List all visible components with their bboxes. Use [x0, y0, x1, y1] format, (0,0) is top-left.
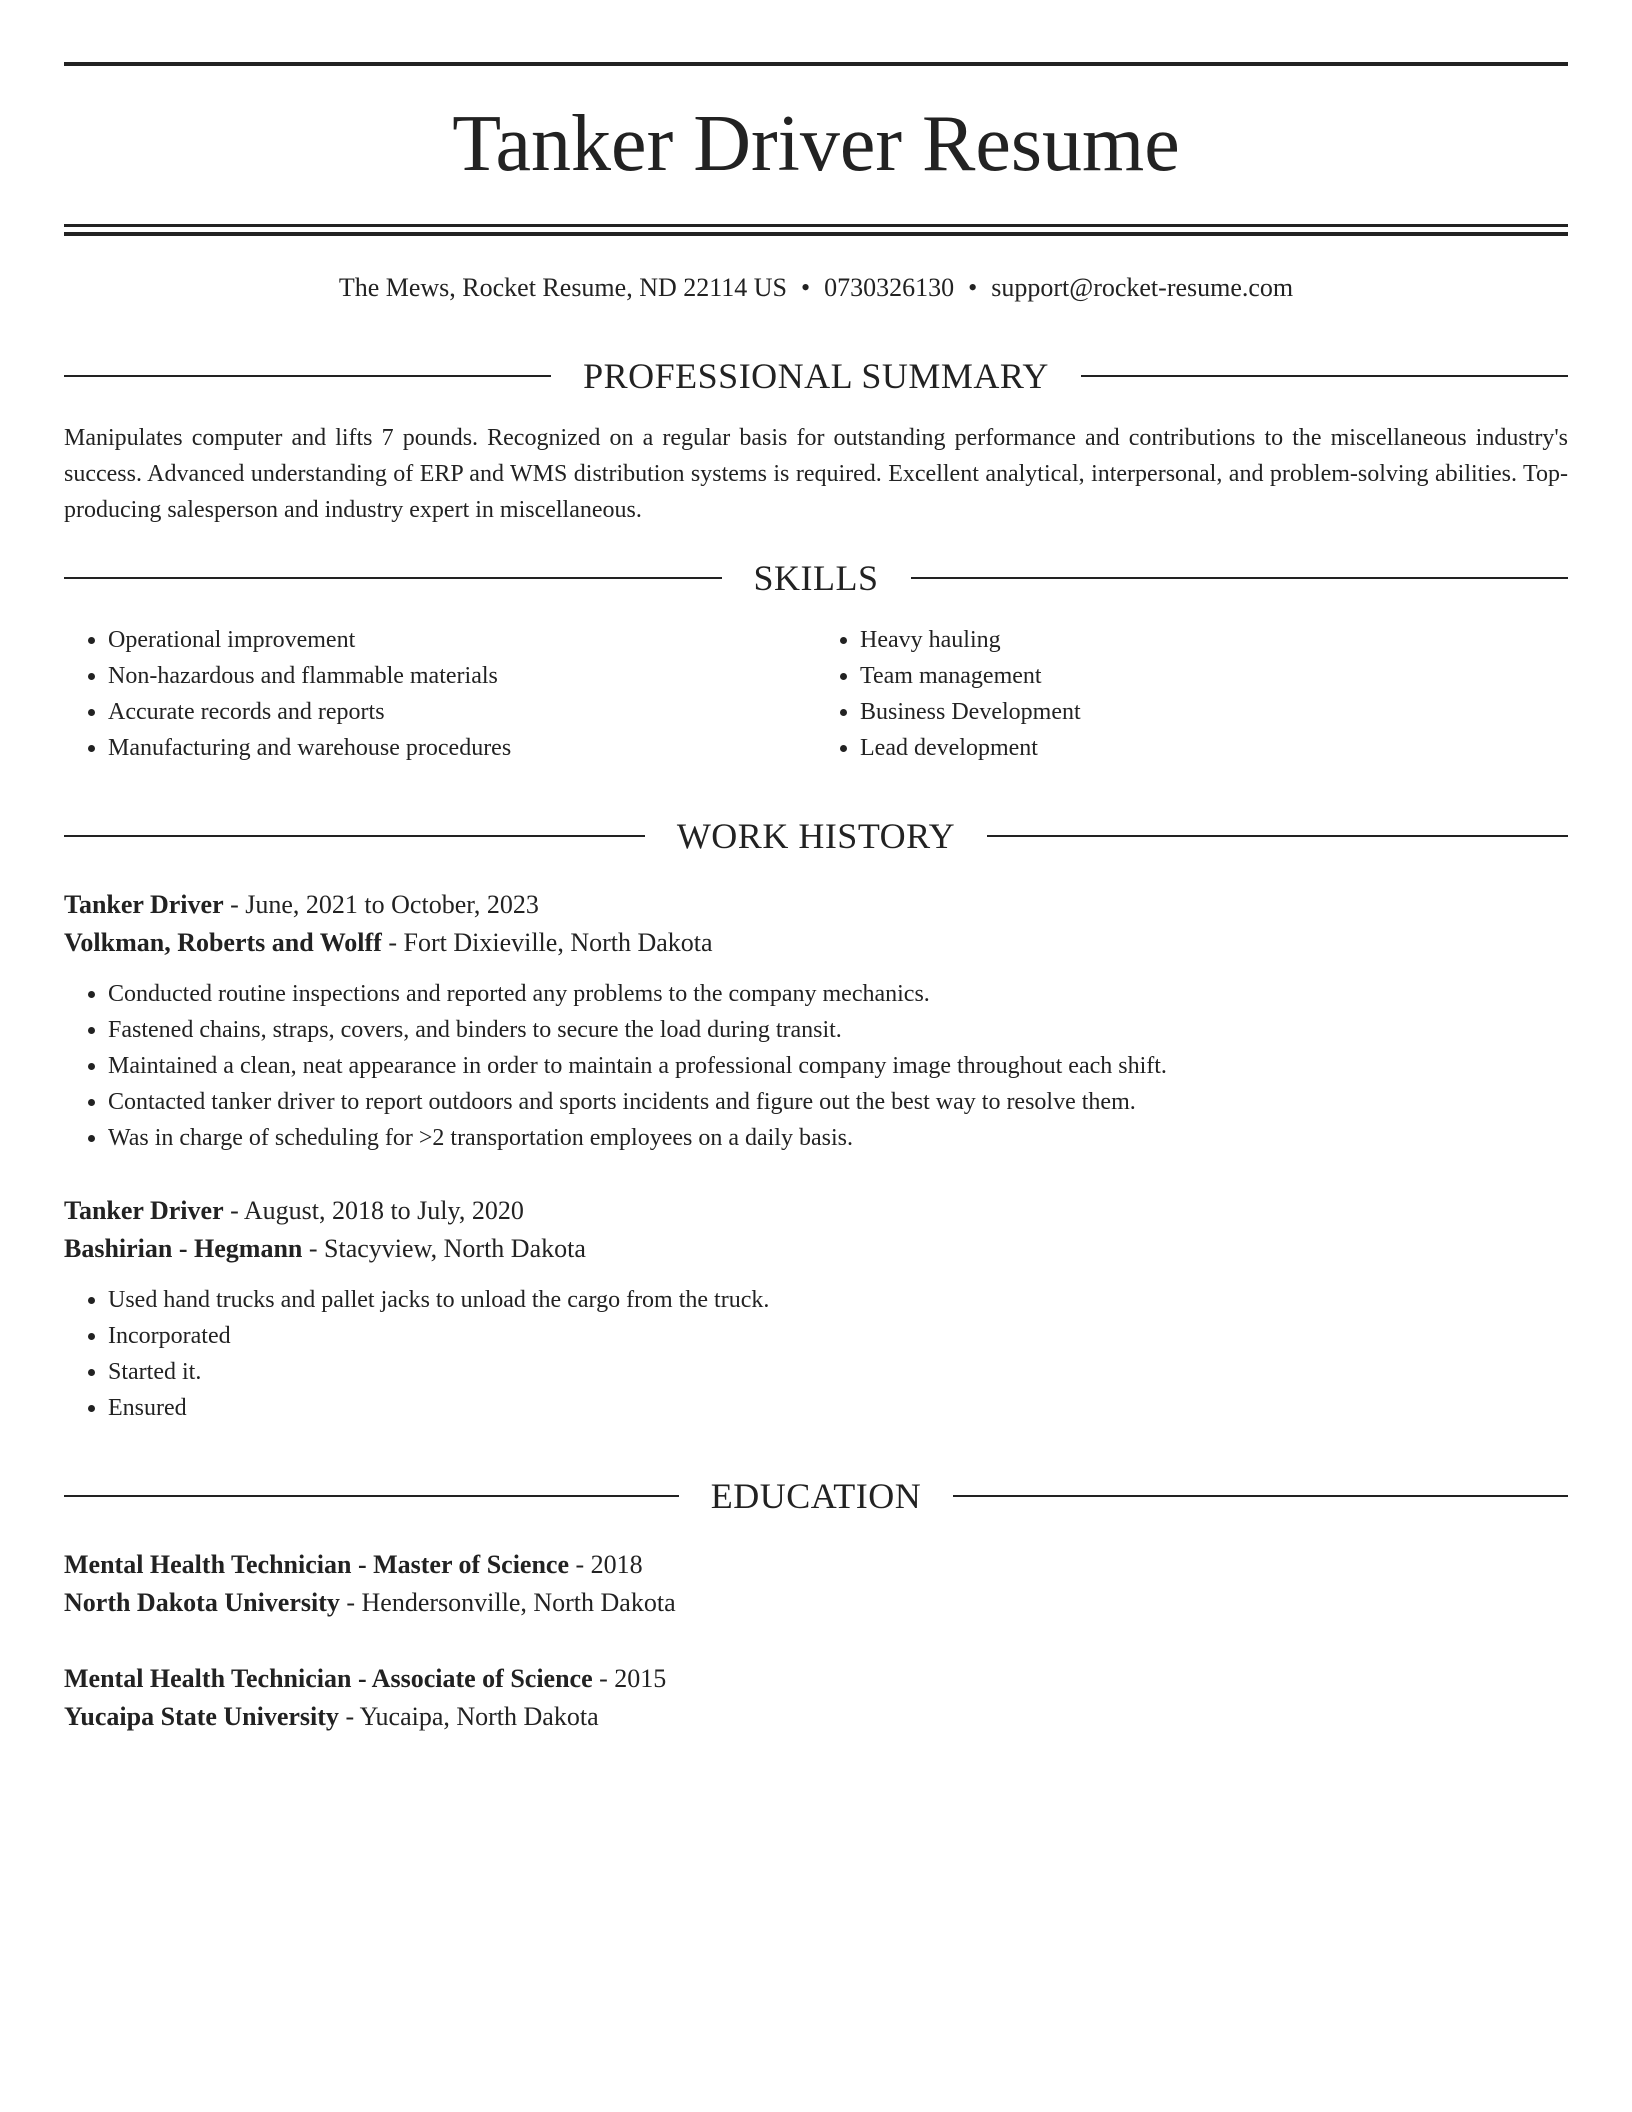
job-bullet: • Ensured: [108, 1390, 1568, 1426]
education-degree: Mental Health Technician - Associate of Science: [64, 1664, 593, 1693]
contact-phone: 0730326130: [824, 273, 955, 302]
section-title: SKILLS: [753, 558, 879, 598]
contact-separator: •: [968, 273, 978, 302]
job-title: Tanker Driver: [64, 890, 224, 919]
section-header-summary: [64, 354, 1568, 398]
education-entry: [64, 1546, 1568, 1622]
job-location: - Fort Dixieville, North Dakota: [381, 928, 713, 957]
resume-page: [64, 0, 1568, 1736]
job-bullet: • Started it.: [108, 1354, 1568, 1390]
divider-line: [953, 1495, 1568, 1497]
section-header-work-history: [64, 814, 1568, 858]
job-title-line: [64, 886, 1568, 924]
skill-item: • Team management: [860, 658, 1568, 694]
section-title: WORK HISTORY: [676, 816, 956, 856]
divider-line: [64, 577, 722, 579]
section-title: PROFESSIONAL SUMMARY: [583, 356, 1049, 396]
job-bullets: [64, 976, 1568, 1156]
education-school: Yucaipa State University: [64, 1702, 339, 1731]
job-bullet: • Conducted routine inspections and reported any problems to the company mechanics.: [108, 976, 1568, 1012]
skill-item: • Lead development: [860, 730, 1568, 766]
skill-item: • Non-hazardous and flammable materials: [108, 658, 816, 694]
education-location: - Hendersonville, North Dakota: [339, 1588, 676, 1617]
contact-separator: •: [801, 273, 811, 302]
education-school-line: [64, 1584, 1568, 1622]
education-location: - Yucaipa, North Dakota: [338, 1702, 599, 1731]
skills-list: [64, 622, 1568, 766]
divider-line: [64, 1495, 679, 1497]
education-school: North Dakota University: [64, 1588, 340, 1617]
job-company: Bashirian - Hegmann: [64, 1234, 303, 1263]
job-dates: - June, 2021 to October, 2023: [223, 890, 539, 919]
skill-item: • Business Development: [860, 694, 1568, 730]
job-company-line: [64, 1230, 1568, 1268]
job-entry: [64, 1192, 1568, 1426]
job-company: Volkman, Roberts and Wolff: [64, 928, 382, 957]
section-title: EDUCATION: [710, 1476, 922, 1516]
skill-item: • Accurate records and reports: [108, 694, 816, 730]
job-title-line: [64, 1192, 1568, 1230]
section-header-education: [64, 1474, 1568, 1518]
divider-line: [987, 835, 1568, 837]
job-bullet: • Fastened chains, straps, covers, and binders to secure the load during transit.: [108, 1012, 1568, 1048]
contact-email: support@rocket-resume.com: [991, 273, 1294, 302]
job-location: - Stacyview, North Dakota: [302, 1234, 586, 1263]
job-bullet: • Incorporated: [108, 1318, 1568, 1354]
skill-item: • Operational improvement: [108, 622, 816, 658]
education-school-line: [64, 1698, 1568, 1736]
title-double-rule: [64, 224, 1568, 236]
summary-text: Manipulates computer and lifts 7 pounds. Recognized on a regular basis for outstanding performance and contributions to the miscellaneous industry's success. Advanced understanding of ERP and WMS distribution systems is required. Excellent analytical, interpersonal, and problem-solving abilities. Top-producing salesperson and industry expert in miscellaneous.: [64, 425, 1568, 523]
education-year: - 2015: [592, 1664, 667, 1693]
job-entry: [64, 886, 1568, 1156]
skills-column-right: [816, 622, 1568, 766]
divider-line: [911, 577, 1569, 579]
education-year: - 2018: [569, 1550, 643, 1579]
education-entry: [64, 1660, 1568, 1736]
job-dates: - August, 2018 to July, 2020: [223, 1196, 524, 1225]
page-title: Tanker Driver Resume: [452, 100, 1180, 188]
top-rule: [64, 62, 1568, 66]
education-degree-line: [64, 1660, 1568, 1698]
job-title: Tanker Driver: [64, 1196, 224, 1225]
skills-column-left: [64, 622, 816, 766]
job-bullet: • Contacted tanker driver to report outdoors and sports incidents and figure out the best way to resolve them.: [108, 1084, 1568, 1120]
skill-item: • Heavy hauling: [860, 622, 1568, 658]
section-header-skills: [64, 556, 1568, 600]
job-company-line: [64, 924, 1568, 962]
job-bullets: [64, 1282, 1568, 1426]
education-degree: Mental Health Technician - Master of Science: [64, 1550, 570, 1579]
contact-line: [64, 270, 1568, 306]
education-degree-line: [64, 1546, 1568, 1584]
job-bullet: • Used hand trucks and pallet jacks to unload the cargo from the truck.: [108, 1282, 1568, 1318]
contact-address: The Mews, Rocket Resume, ND 22114 US: [338, 273, 788, 302]
job-bullet: • Was in charge of scheduling for >2 transportation employees on a daily basis.: [108, 1120, 1568, 1156]
divider-line: [64, 375, 551, 377]
divider-line: [64, 835, 645, 837]
job-bullet: • Maintained a clean, neat appearance in order to maintain a professional company image throughout each shift.: [108, 1048, 1568, 1084]
skill-item: • Manufacturing and warehouse procedures: [108, 730, 816, 766]
divider-line: [1081, 375, 1568, 377]
